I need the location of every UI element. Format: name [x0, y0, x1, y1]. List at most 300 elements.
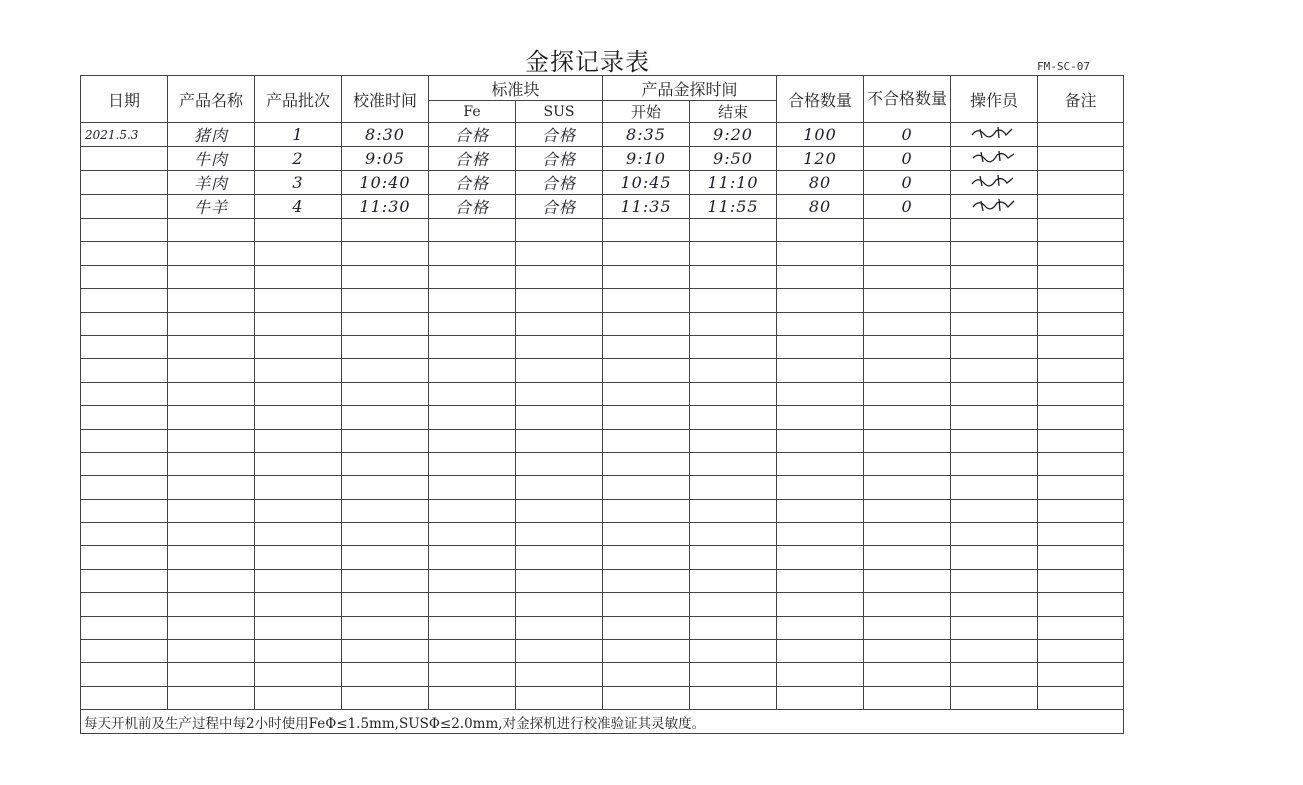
cell-start-time — [603, 265, 690, 288]
cell-sus-result — [516, 429, 603, 452]
cell-product-name — [168, 406, 255, 429]
cell-remarks — [1038, 640, 1124, 663]
cell-product-name — [168, 452, 255, 475]
cell-unqualified-qty — [864, 452, 951, 475]
cell-qualified-qty — [777, 406, 864, 429]
cell-unqualified-qty — [864, 523, 951, 546]
cell-sus-result — [516, 523, 603, 546]
cell-operator — [951, 640, 1038, 663]
cell-calibration-time — [342, 663, 429, 686]
cell-calibration-time — [342, 569, 429, 592]
cell-operator — [951, 569, 1038, 592]
cell-date: 2021.5.3 — [81, 123, 168, 147]
cell-fe-result — [429, 616, 516, 639]
cell-end-time — [690, 546, 777, 569]
cell-operator — [951, 616, 1038, 639]
cell-batch — [255, 476, 342, 499]
cell-qualified-qty — [777, 242, 864, 265]
table-row-empty — [81, 265, 1124, 288]
table-row-empty — [81, 335, 1124, 358]
cell-sus-result — [516, 242, 603, 265]
cell-batch — [255, 499, 342, 522]
cell-date — [81, 429, 168, 452]
cell-calibration-time — [342, 593, 429, 616]
cell-fe-result — [429, 382, 516, 405]
cell-remarks — [1038, 663, 1124, 686]
cell-fe-result — [429, 219, 516, 242]
cell-end-time — [690, 476, 777, 499]
cell-date — [81, 195, 168, 219]
cell-batch — [255, 312, 342, 335]
cell-qualified-qty — [777, 219, 864, 242]
cell-sus-result — [516, 312, 603, 335]
cell-unqualified-qty — [864, 382, 951, 405]
header-fe: Fe — [429, 101, 516, 123]
cell-batch — [255, 569, 342, 592]
cell-remarks — [1038, 219, 1124, 242]
cell-sus-result — [516, 663, 603, 686]
cell-calibration-time — [342, 640, 429, 663]
cell-start-time — [603, 663, 690, 686]
cell-start-time — [603, 242, 690, 265]
cell-operator — [951, 171, 1038, 195]
cell-sus-result — [516, 452, 603, 475]
cell-unqualified-qty — [864, 546, 951, 569]
cell-batch — [255, 406, 342, 429]
operator-signature-icon — [968, 149, 1020, 164]
cell-end-time — [690, 663, 777, 686]
cell-sus-result — [516, 289, 603, 312]
cell-operator — [951, 242, 1038, 265]
cell-qualified-qty — [777, 335, 864, 358]
cell-start-time — [603, 406, 690, 429]
cell-date — [81, 406, 168, 429]
cell-qualified-qty: 80 — [777, 195, 864, 219]
cell-remarks — [1038, 382, 1124, 405]
cell-product-name: 羊肉 — [168, 171, 255, 195]
cell-operator — [951, 593, 1038, 616]
cell-unqualified-qty — [864, 219, 951, 242]
cell-qualified-qty — [777, 312, 864, 335]
cell-start-time: 8:35 — [603, 123, 690, 147]
cell-fe-result: 合格 — [429, 123, 516, 147]
table-row-empty — [81, 616, 1124, 639]
cell-unqualified-qty — [864, 616, 951, 639]
cell-qualified-qty — [777, 569, 864, 592]
cell-operator — [951, 686, 1038, 709]
cell-batch — [255, 686, 342, 709]
cell-date — [81, 476, 168, 499]
cell-date — [81, 171, 168, 195]
table-row — [81, 171, 1124, 195]
cell-fe-result: 合格 — [429, 147, 516, 171]
cell-product-name — [168, 569, 255, 592]
cell-remarks — [1038, 171, 1124, 195]
cell-end-time — [690, 382, 777, 405]
cell-batch — [255, 616, 342, 639]
cell-unqualified-qty — [864, 499, 951, 522]
cell-date — [81, 312, 168, 335]
cell-product-name: 猪肉 — [168, 123, 255, 147]
cell-fe-result — [429, 593, 516, 616]
cell-start-time: 11:35 — [603, 195, 690, 219]
cell-calibration-time: 11:30 — [342, 195, 429, 219]
cell-calibration-time: 9:05 — [342, 147, 429, 171]
cell-sus-result — [516, 382, 603, 405]
cell-unqualified-qty — [864, 359, 951, 382]
header-date: 日期 — [81, 76, 168, 123]
cell-calibration-time — [342, 406, 429, 429]
cell-end-time — [690, 452, 777, 475]
table-row-empty — [81, 476, 1124, 499]
cell-start-time — [603, 593, 690, 616]
cell-end-time: 11:55 — [690, 195, 777, 219]
cell-start-time — [603, 546, 690, 569]
cell-product-name — [168, 312, 255, 335]
cell-product-name: 牛肉 — [168, 147, 255, 171]
cell-qualified-qty — [777, 476, 864, 499]
cell-batch: 2 — [255, 147, 342, 171]
cell-start-time — [603, 686, 690, 709]
cell-batch — [255, 359, 342, 382]
header-calibration-time: 校准时间 — [342, 76, 429, 123]
table-row-empty — [81, 686, 1124, 709]
cell-remarks — [1038, 569, 1124, 592]
cell-batch — [255, 335, 342, 358]
cell-remarks — [1038, 616, 1124, 639]
cell-unqualified-qty — [864, 663, 951, 686]
operator-signature-icon — [968, 125, 1020, 140]
table-row-empty — [81, 569, 1124, 592]
cell-remarks — [1038, 546, 1124, 569]
cell-batch — [255, 593, 342, 616]
cell-start-time — [603, 499, 690, 522]
cell-batch: 3 — [255, 171, 342, 195]
cell-start-time — [603, 476, 690, 499]
cell-date — [81, 219, 168, 242]
cell-end-time — [690, 359, 777, 382]
table-row-empty — [81, 499, 1124, 522]
cell-product-name — [168, 429, 255, 452]
cell-qualified-qty: 120 — [777, 147, 864, 171]
cell-date — [81, 663, 168, 686]
cell-date — [81, 265, 168, 288]
cell-fe-result: 合格 — [429, 195, 516, 219]
header-detect-time: 产品金探时间 — [603, 76, 777, 101]
cell-start-time — [603, 289, 690, 312]
footer-note: 每天开机前及生产过程中每2小时使用FeΦ≤1.5mm,SUSΦ≤2.0mm,对金探机进行校准验证其灵敏度。 — [81, 710, 1124, 734]
table-row-empty — [81, 452, 1124, 475]
cell-fe-result — [429, 640, 516, 663]
cell-date — [81, 335, 168, 358]
cell-remarks — [1038, 476, 1124, 499]
cell-calibration-time — [342, 382, 429, 405]
cell-operator — [951, 452, 1038, 475]
cell-calibration-time — [342, 265, 429, 288]
cell-batch — [255, 289, 342, 312]
cell-end-time — [690, 289, 777, 312]
cell-product-name — [168, 265, 255, 288]
cell-product-name — [168, 523, 255, 546]
cell-sus-result — [516, 640, 603, 663]
header-remarks: 备注 — [1038, 76, 1124, 123]
cell-end-time — [690, 219, 777, 242]
header-sus: SUS — [516, 101, 603, 123]
cell-remarks — [1038, 499, 1124, 522]
cell-date — [81, 686, 168, 709]
cell-unqualified-qty — [864, 265, 951, 288]
cell-sus-result — [516, 359, 603, 382]
cell-start-time — [603, 429, 690, 452]
cell-batch — [255, 219, 342, 242]
table-row — [81, 123, 1124, 147]
table-row — [81, 195, 1124, 219]
cell-product-name — [168, 476, 255, 499]
cell-qualified-qty: 100 — [777, 123, 864, 147]
cell-remarks — [1038, 312, 1124, 335]
cell-start-time — [603, 219, 690, 242]
table-row-empty — [81, 219, 1124, 242]
cell-sus-result — [516, 593, 603, 616]
cell-remarks — [1038, 123, 1124, 147]
cell-fe-result — [429, 289, 516, 312]
cell-batch — [255, 429, 342, 452]
cell-calibration-time — [342, 429, 429, 452]
cell-unqualified-qty — [864, 289, 951, 312]
cell-end-time — [690, 499, 777, 522]
cell-product-name — [168, 499, 255, 522]
cell-product-name: 牛羊 — [168, 195, 255, 219]
cell-fe-result — [429, 242, 516, 265]
cell-operator — [951, 123, 1038, 147]
cell-qualified-qty — [777, 429, 864, 452]
table-row-empty — [81, 640, 1124, 663]
cell-batch — [255, 382, 342, 405]
table-row-empty — [81, 593, 1124, 616]
cell-product-name — [168, 242, 255, 265]
cell-batch — [255, 452, 342, 475]
cell-start-time — [603, 359, 690, 382]
cell-qualified-qty — [777, 616, 864, 639]
cell-qualified-qty — [777, 452, 864, 475]
cell-operator — [951, 312, 1038, 335]
cell-operator — [951, 359, 1038, 382]
cell-batch — [255, 242, 342, 265]
cell-sus-result: 合格 — [516, 123, 603, 147]
cell-unqualified-qty: 0 — [864, 171, 951, 195]
cell-qualified-qty — [777, 640, 864, 663]
table-row — [81, 147, 1124, 171]
cell-unqualified-qty — [864, 406, 951, 429]
cell-remarks — [1038, 406, 1124, 429]
cell-remarks — [1038, 523, 1124, 546]
cell-product-name — [168, 640, 255, 663]
header-standard-block: 标准块 — [429, 76, 603, 101]
cell-fe-result: 合格 — [429, 171, 516, 195]
cell-fe-result — [429, 335, 516, 358]
cell-calibration-time — [342, 335, 429, 358]
cell-fe-result — [429, 359, 516, 382]
cell-unqualified-qty — [864, 569, 951, 592]
cell-product-name — [168, 546, 255, 569]
cell-fe-result — [429, 569, 516, 592]
cell-operator — [951, 219, 1038, 242]
cell-calibration-time — [342, 312, 429, 335]
table-row-empty — [81, 663, 1124, 686]
cell-unqualified-qty — [864, 429, 951, 452]
table-row-empty — [81, 429, 1124, 452]
cell-calibration-time — [342, 452, 429, 475]
cell-date — [81, 452, 168, 475]
cell-product-name — [168, 359, 255, 382]
cell-sus-result — [516, 499, 603, 522]
cell-end-time — [690, 616, 777, 639]
header-qualified-qty: 合格数量 — [777, 76, 864, 123]
table-row-empty — [81, 359, 1124, 382]
cell-sus-result — [516, 265, 603, 288]
cell-sus-result — [516, 406, 603, 429]
cell-remarks — [1038, 429, 1124, 452]
cell-start-time — [603, 312, 690, 335]
cell-sus-result: 合格 — [516, 171, 603, 195]
cell-start-time — [603, 523, 690, 546]
cell-start-time — [603, 382, 690, 405]
cell-end-time: 9:20 — [690, 123, 777, 147]
cell-batch — [255, 663, 342, 686]
cell-end-time — [690, 569, 777, 592]
header-start: 开始 — [603, 101, 690, 123]
header-unqualified-qty: 不合格数量 — [864, 76, 951, 123]
cell-qualified-qty — [777, 265, 864, 288]
cell-unqualified-qty — [864, 686, 951, 709]
metal-detection-record-table — [80, 75, 1124, 734]
cell-operator — [951, 289, 1038, 312]
cell-fe-result — [429, 499, 516, 522]
cell-end-time — [690, 312, 777, 335]
cell-end-time — [690, 242, 777, 265]
cell-operator — [951, 663, 1038, 686]
cell-remarks — [1038, 593, 1124, 616]
cell-calibration-time — [342, 523, 429, 546]
cell-qualified-qty — [777, 663, 864, 686]
table-row-empty — [81, 382, 1124, 405]
cell-date — [81, 359, 168, 382]
cell-fe-result — [429, 476, 516, 499]
cell-end-time — [690, 265, 777, 288]
header-operator: 操作员 — [951, 76, 1038, 123]
cell-start-time: 9:10 — [603, 147, 690, 171]
cell-operator — [951, 406, 1038, 429]
cell-end-time: 11:10 — [690, 171, 777, 195]
cell-end-time — [690, 406, 777, 429]
cell-qualified-qty — [777, 593, 864, 616]
operator-signature-icon — [968, 173, 1020, 188]
cell-end-time — [690, 593, 777, 616]
cell-operator — [951, 523, 1038, 546]
cell-unqualified-qty: 0 — [864, 147, 951, 171]
cell-start-time: 10:45 — [603, 171, 690, 195]
cell-batch — [255, 640, 342, 663]
document-title: 金探记录表 — [525, 48, 650, 76]
cell-product-name — [168, 686, 255, 709]
table-row-empty — [81, 242, 1124, 265]
cell-date — [81, 546, 168, 569]
cell-product-name — [168, 663, 255, 686]
cell-remarks — [1038, 265, 1124, 288]
cell-operator — [951, 476, 1038, 499]
cell-calibration-time — [342, 289, 429, 312]
cell-fe-result — [429, 429, 516, 452]
cell-calibration-time: 10:40 — [342, 171, 429, 195]
cell-date — [81, 616, 168, 639]
cell-product-name — [168, 616, 255, 639]
cell-calibration-time — [342, 219, 429, 242]
cell-fe-result — [429, 406, 516, 429]
table-row-empty — [81, 289, 1124, 312]
cell-unqualified-qty — [864, 476, 951, 499]
table-row-empty — [81, 406, 1124, 429]
cell-remarks — [1038, 289, 1124, 312]
cell-unqualified-qty: 0 — [864, 123, 951, 147]
table-row-empty — [81, 312, 1124, 335]
cell-calibration-time — [342, 476, 429, 499]
cell-calibration-time — [342, 546, 429, 569]
cell-remarks — [1038, 452, 1124, 475]
cell-calibration-time — [342, 616, 429, 639]
cell-fe-result — [429, 686, 516, 709]
operator-signature-icon — [968, 197, 1020, 212]
cell-sus-result — [516, 569, 603, 592]
header-end: 结束 — [690, 101, 777, 123]
cell-batch: 1 — [255, 123, 342, 147]
cell-qualified-qty — [777, 546, 864, 569]
cell-sus-result — [516, 476, 603, 499]
header-product-name: 产品名称 — [168, 76, 255, 123]
cell-operator — [951, 382, 1038, 405]
cell-qualified-qty — [777, 289, 864, 312]
cell-fe-result — [429, 265, 516, 288]
cell-start-time — [603, 335, 690, 358]
cell-end-time: 9:50 — [690, 147, 777, 171]
cell-calibration-time — [342, 359, 429, 382]
cell-qualified-qty — [777, 499, 864, 522]
cell-batch — [255, 546, 342, 569]
cell-product-name — [168, 219, 255, 242]
cell-date — [81, 289, 168, 312]
header-batch: 产品批次 — [255, 76, 342, 123]
cell-calibration-time — [342, 242, 429, 265]
cell-product-name — [168, 335, 255, 358]
cell-batch: 4 — [255, 195, 342, 219]
cell-start-time — [603, 640, 690, 663]
cell-product-name — [168, 593, 255, 616]
cell-operator — [951, 335, 1038, 358]
cell-sus-result — [516, 335, 603, 358]
cell-date — [81, 569, 168, 592]
cell-operator — [951, 499, 1038, 522]
cell-date — [81, 640, 168, 663]
cell-fe-result — [429, 452, 516, 475]
cell-fe-result — [429, 663, 516, 686]
cell-remarks — [1038, 147, 1124, 171]
cell-sus-result: 合格 — [516, 195, 603, 219]
cell-remarks — [1038, 359, 1124, 382]
cell-qualified-qty — [777, 382, 864, 405]
cell-start-time — [603, 569, 690, 592]
cell-product-name — [168, 382, 255, 405]
table-row-empty — [81, 546, 1124, 569]
form-code: FM-SC-07 — [1037, 60, 1090, 73]
